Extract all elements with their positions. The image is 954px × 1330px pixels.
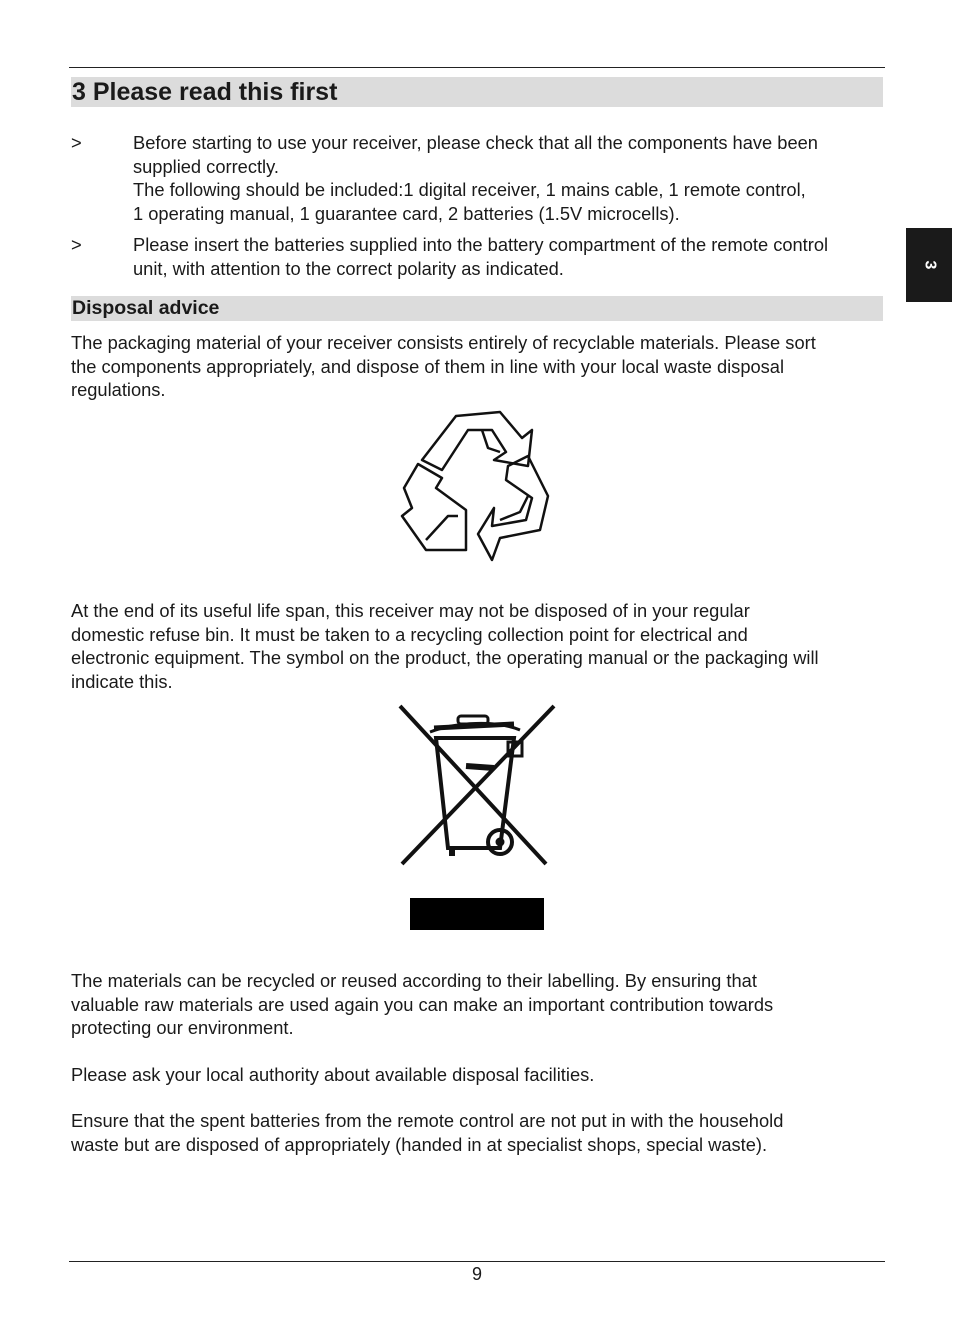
text-line: Please ask your local authority about available disposal facilities. <box>71 1064 595 1085</box>
text-line: The materials can be recycled or reused according to their labelling. By ensuring that <box>71 970 757 991</box>
text-line: protecting our environment. <box>71 1017 294 1038</box>
bullet-text <box>133 131 888 225</box>
paragraph <box>71 599 886 693</box>
text-line: Before starting to use your receiver, please check that all the components have been <box>133 132 818 153</box>
bullet-marker: > <box>71 234 82 255</box>
chapter-tab-label: 3 <box>921 260 938 270</box>
text-line: valuable raw materials are used again you can make an important contribution towards <box>71 993 774 1015</box>
text-line: domestic refuse bin. It must be taken to a recycling collection point for electrical and <box>71 623 748 645</box>
recycling-symbol-icon <box>396 408 556 564</box>
bullet-text <box>133 233 888 280</box>
text-line: indicate this. <box>71 670 173 692</box>
paragraph <box>71 1109 886 1156</box>
crossed-out-wheelie-bin-icon <box>396 702 558 934</box>
paragraph <box>71 331 886 402</box>
text-line: supplied correctly. <box>133 155 279 177</box>
section-heading: Disposal advice <box>71 296 883 321</box>
text-line: The packaging material of your receiver consists entirely of recyclable materials. Please sort <box>71 332 816 353</box>
footer-rule <box>69 1261 885 1262</box>
text-line: 1 operating manual, 1 guarantee card, 2 batteries (1.5V microcells). <box>133 202 680 224</box>
text-line: electronic equipment. The symbol on the product, the operating manual or the packaging will <box>71 647 819 668</box>
chapter-tab <box>906 228 952 302</box>
page-title: 3 Please read this first <box>71 77 883 107</box>
text-line: The following should be included:1 digital receiver, 1 mains cable, 1 remote control, <box>133 179 806 200</box>
text-line: the components appropriately, and dispose of them in line with your local waste disposal <box>71 355 785 377</box>
text-line: At the end of its useful life span, this receiver may not be disposed of in your regular <box>71 600 750 621</box>
text-line: waste but are disposed of appropriately (handed in at specialist shops, special waste). <box>71 1133 768 1155</box>
paragraph <box>71 969 886 1040</box>
text-line: unit, with attention to the correct polarity as indicated. <box>133 257 564 279</box>
page-number: 9 <box>471 1264 482 1284</box>
text-line: Ensure that the spent batteries from the remote control are not put in with the household <box>71 1110 784 1131</box>
top-rule <box>69 67 885 68</box>
paragraph <box>71 1063 886 1087</box>
bullet-marker: > <box>71 132 82 153</box>
text-line: Please insert the batteries supplied into the battery compartment of the remote control <box>133 234 829 255</box>
text-line: regulations. <box>71 379 166 400</box>
